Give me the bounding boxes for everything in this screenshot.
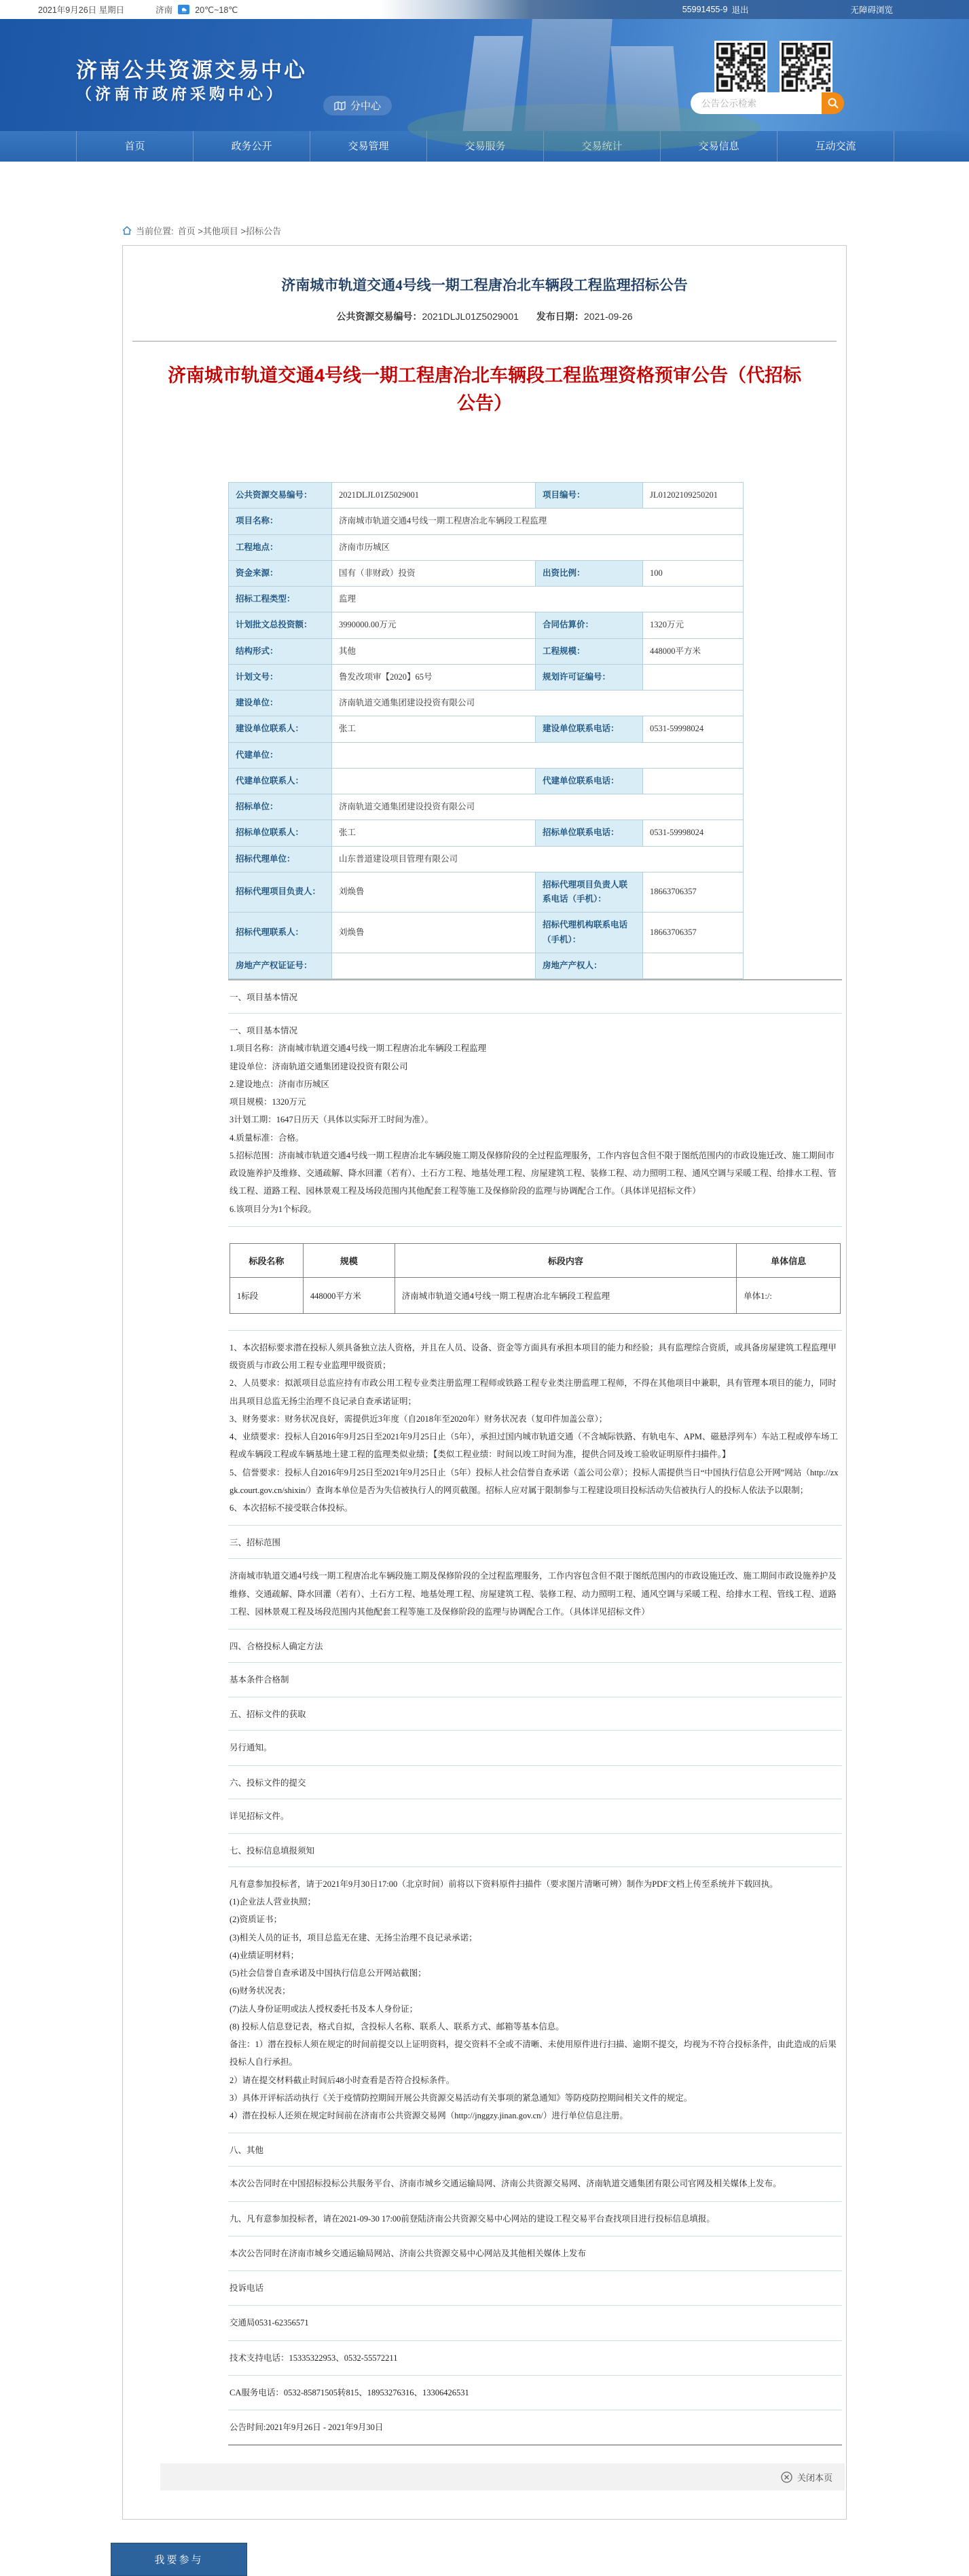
- section-body: [228, 2271, 842, 2306]
- section-line: (2)资质证书；: [230, 1915, 282, 1925]
- participate-button[interactable]: 我要参与: [111, 2543, 247, 2576]
- map-icon: [334, 101, 346, 111]
- info-table-row: [229, 768, 744, 794]
- site-title: 济南公共资源交易中心: [76, 58, 307, 82]
- nav-item[interactable]: 互动交流: [778, 131, 894, 162]
- info-value-cell: 448000平方米: [643, 638, 744, 664]
- info-label-cell: 房地产产权证证号：: [229, 953, 332, 978]
- site-subtitle: （济南市政府采购中心）: [76, 85, 285, 103]
- section-body: [228, 1331, 842, 1526]
- info-value-cell: 济南轨道交通集团建设投资有限公司: [332, 794, 744, 820]
- info-label-cell: 建设单位联系人：: [229, 716, 332, 742]
- info-table-row: [229, 820, 744, 846]
- info-table-row: [229, 691, 744, 716]
- section-body: [228, 2306, 842, 2340]
- search-bar: [691, 92, 844, 114]
- info-label-cell: 招标代理联系人：: [229, 913, 332, 953]
- search-input[interactable]: [691, 92, 822, 114]
- info-table-row: [229, 560, 744, 586]
- info-value-cell: 2021DLJL01Z5029001: [332, 483, 536, 509]
- home-icon: [122, 226, 132, 235]
- nav-item[interactable]: 交易统计: [544, 131, 661, 162]
- info-value-cell: [643, 664, 744, 690]
- section-line: 3计划工期：1647日历天（具体以实际开工时间为准）。: [230, 1115, 434, 1125]
- section-line: 详见招标文件。: [230, 1811, 289, 1821]
- section-line: 一、项目基本情况: [230, 1026, 298, 1035]
- info-table-row: [229, 913, 744, 953]
- info-value-cell: 张工: [332, 716, 536, 742]
- section-line: 5、信誉要求：投标人自2016年9月25日至2021年9月25日止（5年）投标人社会信誉自查承诺（盖公司公章）；投标人需提供当日“中国执行信息公开网”网站（http://zxgk.court.gov.cn/shixin/）查询本单位是否为失信被执行人的网页截图。招标人应对属于限制参与工程建设项目投标活动失信被执行人的投标人依法予以限制；: [230, 1467, 839, 1495]
- breadcrumb-link[interactable]: 其他项目: [202, 226, 238, 236]
- section-header: 八、其他: [228, 2133, 842, 2167]
- project-info-table: [228, 482, 744, 979]
- info-table-row: [229, 612, 744, 638]
- info-label-cell: 出资比例：: [536, 560, 643, 586]
- notice-sections: [228, 979, 842, 2446]
- section-body: [228, 1014, 842, 1227]
- info-value-cell: 鲁发改项审【2020】65号: [332, 664, 536, 690]
- section-line: 本次公告同时在中国招标投标公共服务平台、济南市城乡交通运输局网、济南公共资源交易网、济南轨道交通集团有限公司官网及相关媒体上发布。: [230, 2179, 782, 2189]
- info-label-cell: 计划批文总投资额：: [229, 612, 332, 638]
- close-page-label: 关闭本页: [797, 2472, 833, 2483]
- search-icon: [827, 97, 839, 109]
- info-value-cell: 刘焕鲁: [332, 913, 536, 953]
- nav-item[interactable]: 交易管理: [310, 131, 427, 162]
- breadcrumb-link[interactable]: 首页: [177, 226, 196, 236]
- close-icon: [781, 2471, 792, 2483]
- section-line: 2.建设地点：济南市历城区: [230, 1079, 329, 1089]
- section-body: [228, 2167, 842, 2201]
- bid-table-cell: 济南城市轨道交通4号线一期工程唐冶北车辆段工程监理: [395, 1277, 736, 1313]
- section-line: 基本条件合格制: [230, 1675, 289, 1685]
- info-value-cell: 其他: [332, 638, 536, 664]
- section-line: (3)相关人员的证书，项目总监无在建、无扬尘治理不良记录承诺；: [230, 1932, 477, 1943]
- section-header: 三、招标范围: [228, 1526, 842, 1559]
- user-id: 55991455-9: [682, 5, 728, 14]
- info-label-cell: 代建单位联系人：: [229, 768, 332, 794]
- section-line: 另行通知。: [230, 1743, 272, 1753]
- site-banner: [0, 19, 969, 131]
- info-label-cell: 资金来源：: [229, 560, 332, 586]
- section-line: 济南城市轨道交通4号线一期工程唐冶北车辆段施工期及保修阶段的全过程监理服务，工作内容包含但不限于图纸范围内的市政设施迁改、施工期间市政设施养护及维修、交通疏解、降水回灌（若有）、土石方工程、地基处理工程、房屋建筑工程、装修工程、动力照明工程、通风空调与采暖工程、给排水工程、管线工程、道路工程、园林景观工程及场段范围内其他配套工程等施工及保修阶段的监理与协调配合工作。（具体详见招标文件）: [230, 1571, 837, 1617]
- section-line: 建设单位：济南轨道交通集团建设投资有限公司: [230, 1061, 408, 1071]
- section-line: 技术支持电话：15335322953、0532-55572211: [230, 2353, 398, 2363]
- publish-date: 2021-09-26: [583, 311, 633, 322]
- section-header: 四、合格投标人确定方法: [228, 1630, 842, 1663]
- qr-code-1: [714, 41, 767, 94]
- bid-table-header: 标段内容: [395, 1243, 736, 1277]
- nav-item[interactable]: 政务公开: [194, 131, 310, 162]
- info-label-cell: 公共资源交易编号：: [229, 483, 332, 509]
- close-page-button[interactable]: [160, 2463, 845, 2490]
- info-label-cell: 项目名称：: [229, 509, 332, 534]
- info-label-cell: 建设单位：: [229, 691, 332, 716]
- info-value-cell: 1320万元: [643, 612, 744, 638]
- info-label-cell: 结构形式：: [229, 638, 332, 664]
- trade-no-label: 公共资源交易编号：: [336, 311, 422, 322]
- breadcrumb-link[interactable]: 招标公告: [246, 226, 282, 236]
- city-label: 济南: [156, 5, 173, 15]
- building-decor: [524, 19, 613, 131]
- section-line: (8) 投标人信息登记表，格式自拟，含投标人名称、联系人、联系方式、邮箱等基本信息。: [230, 2021, 564, 2031]
- breadcrumb-label: 当前位置:: [136, 226, 174, 236]
- nav-item[interactable]: 交易信息: [661, 131, 778, 162]
- info-table-row: [229, 587, 744, 612]
- section-line: CA服务电话：0532-85871505转815、18953276316、13306426531: [230, 2387, 469, 2397]
- section-line: 本次公告同时在济南市城乡交通运输局网站、济南公共资源交易中心网站及其他相关媒体上发布: [230, 2248, 587, 2258]
- info-value-cell: [643, 953, 744, 978]
- info-label-cell: 合同估算价：: [536, 612, 643, 638]
- section-body: [228, 1799, 842, 1834]
- info-label-cell: 计划文号：: [229, 664, 332, 690]
- divider: [132, 341, 837, 342]
- section-body: [228, 2341, 842, 2376]
- section-body: [228, 1663, 842, 1697]
- info-table-row: [229, 794, 744, 820]
- section-line: 1.项目名称：济南城市轨道交通4号线一期工程唐冶北车辆段工程监理: [230, 1044, 487, 1054]
- info-value-cell: 100: [643, 560, 744, 586]
- info-label-cell: 代建单位联系电话：: [536, 768, 643, 794]
- section-line: 公告时间:2021年9月26日 - 2021年9月30日: [230, 2423, 384, 2432]
- section-line: 4.质量标准：合格。: [230, 1133, 304, 1143]
- accessibility-link[interactable]: 无障碍浏览: [850, 5, 893, 15]
- branch-center-button[interactable]: [323, 96, 392, 115]
- info-value-cell: 18663706357: [643, 872, 744, 913]
- section-line: 九、凡有意参加投标者，请在2021-09-30 17:00前登陆济南公共资源交易中心网站的建设工程交易平台查找项目进行投标信息填报。: [230, 2213, 715, 2224]
- section-line: 2）请在提交材料截止时间后48小时查看是否符合投标条件。: [230, 2075, 455, 2085]
- info-table-row: [229, 483, 744, 509]
- section-line: 5.招标范围：济南城市轨道交通4号线一期工程唐冶北车辆段施工期及保修阶段的全过程监理服务，工作内容包含但不限于图纸范围内的市政设施迁改、施工期间市政设施养护及维修、交通疏解、降水回灌（若有）、土石方工程、地基处理工程、房屋建筑工程、装修工程、动力照明工程、通风空调与采暖工程、给排水工程、管线工程、道路工程、园林景观工程及场段范围内其他配套工程等施工及保修阶段的监理与协调配合工作。（具体详见招标文件）: [230, 1150, 837, 1196]
- info-label-cell: 招标单位：: [229, 794, 332, 820]
- bid-table-cell: 单体1:/:: [737, 1277, 841, 1313]
- bid-table-header: 单体信息: [737, 1243, 841, 1277]
- info-label-cell: 工程地点：: [229, 534, 332, 560]
- info-label-cell: 项目编号：: [536, 483, 643, 509]
- info-value-cell: 济南轨道交通集团建设投资有限公司: [332, 691, 744, 716]
- section-body: [228, 1559, 842, 1630]
- breadcrumb: [122, 224, 847, 237]
- search-button[interactable]: [822, 92, 844, 114]
- info-label-cell: 规划许可证编号：: [536, 664, 643, 690]
- trade-no: 2021DLJL01Z5029001: [422, 311, 519, 322]
- qr-code-2: [780, 41, 833, 94]
- current-date: 2021年9月26日 星期日: [38, 5, 125, 15]
- bid-table-header: 标段名称: [230, 1243, 304, 1277]
- section-line: 投诉电话: [230, 2283, 264, 2293]
- branch-center-label: 分中心: [350, 100, 382, 112]
- section-body: [228, 2202, 842, 2237]
- info-value-cell: 济南城市轨道交通4号线一期工程唐冶北车辆段工程监理: [332, 509, 744, 534]
- building-decor: [611, 46, 681, 131]
- info-value-cell: 国有（非财政）投资: [332, 560, 536, 586]
- info-value-cell: 山东普道建设项目管理有限公司: [332, 846, 744, 872]
- section-line: 项目规模：1320万元: [230, 1097, 306, 1107]
- bid-section-table-row: [228, 1227, 842, 1331]
- info-table-row: [229, 664, 744, 690]
- info-value-cell: 0531-59998024: [643, 716, 744, 742]
- info-value-cell: [643, 768, 744, 794]
- info-table-row: [229, 716, 744, 742]
- bid-table-cell: 1标段: [230, 1277, 304, 1313]
- section-body: [228, 1731, 842, 1765]
- info-table-row: [229, 872, 744, 913]
- info-value-cell: 济南市历城区: [332, 534, 744, 560]
- info-table-row: [229, 953, 744, 978]
- section-line: (1)企业法人营业执照；: [230, 1897, 316, 1907]
- section-line: (7)法人身份证明或法人授权委托书及本人身份证；: [230, 2004, 418, 2014]
- section-header: 七、投标信息填报须知: [228, 1834, 842, 1867]
- info-table-row: [229, 534, 744, 560]
- logout-link[interactable]: 退出: [731, 5, 749, 15]
- info-label-cell: 招标单位联系人：: [229, 820, 332, 846]
- info-value-cell: [332, 953, 536, 978]
- section-line: (5)社会信誉自查承诺及中国执行信息公开网站截图；: [230, 1968, 426, 1978]
- section-body: [228, 1867, 842, 2134]
- section-body: [228, 2376, 842, 2410]
- section-line: 2、人员要求：拟派项目总监应持有市政公用工程专业类注册监理工程师或铁路工程专业类注册监理工程师，不得在其他项目中兼职，具有管理本项目的能力，同时出具项目总监无扬尘治理不良记录自查承诺证明；: [230, 1378, 837, 1406]
- info-value-cell: 0531-59998024: [643, 820, 744, 846]
- section-body: [228, 2237, 842, 2271]
- info-label-cell: 代建单位：: [229, 742, 332, 768]
- section-line: 凡有意参加投标者，请于2021年9月30日17:00（北京时间）前将以下资料原件扫描件（要求图片清晰可辨）制作为PDF文档上传至系统并下载回执。: [230, 1879, 778, 1889]
- info-value-cell: [332, 742, 744, 768]
- nav-item[interactable]: 交易服务: [427, 131, 544, 162]
- info-value-cell: JL01202109250201: [643, 483, 744, 509]
- info-table-row: [229, 509, 744, 534]
- info-label-cell: 招标单位联系电话：: [536, 820, 643, 846]
- info-value-cell: [332, 768, 536, 794]
- topbar: [0, 0, 969, 19]
- publish-date-label: 发布日期：: [536, 311, 584, 322]
- announcement-box: [122, 245, 847, 2520]
- section-line: 3、财务要求：财务状况良好，需提供近3年度（自2018年至2020年）财务状况表（复印件加盖公章）；: [230, 1414, 608, 1424]
- info-table-row: [229, 846, 744, 872]
- bid-table-row: [230, 1277, 841, 1313]
- breadcrumb-path: 首页 >其他项目 >招标公告: [177, 226, 282, 236]
- info-label-cell: 招标代理单位：: [229, 846, 332, 872]
- main-content: [0, 224, 969, 2576]
- info-label-cell: 招标代理机构联系电话（手机）：: [536, 913, 643, 953]
- section-line: 6、本次招标不接受联合体投标。: [230, 1503, 353, 1513]
- section-header: 五、招标文件的获取: [228, 1697, 842, 1731]
- temperature: 20℃~18℃: [195, 5, 238, 15]
- info-value-cell: 刘焕鲁: [332, 872, 536, 913]
- info-value-cell: 监理: [332, 587, 744, 612]
- announcement-meta: [123, 310, 846, 323]
- section-line: 3）具体开评标活动执行《关于疫情防控期间开展公共资源交易活动有关事项的紧急通知》等防疫防控期间相关文件的规定。: [230, 2093, 693, 2103]
- bid-table-header: 规模: [303, 1243, 395, 1277]
- info-label-cell: 工程规模：: [536, 638, 643, 664]
- bid-table-cell: 448000平方米: [303, 1277, 395, 1313]
- section-header: 六、投标文件的提交: [228, 1766, 842, 1799]
- info-value-cell: 3990000.00万元: [332, 612, 536, 638]
- bid-section-table: [230, 1243, 841, 1314]
- section-line: 1、本次招标要求潜在投标人须具备独立法人资格，并且在人员、设备、资金等方面具有承担本项目的能力和经验；具有监理综合资质，或具备房屋建筑工程监理甲级资质与市政公用工程专业监理甲级资质；: [230, 1342, 837, 1370]
- info-value-cell: 张工: [332, 820, 536, 846]
- weather-icon: [178, 5, 189, 14]
- section-line: (4)业绩证明材料；: [230, 1950, 299, 1960]
- nav-item[interactable]: 首页: [76, 131, 194, 162]
- info-value-cell: 18663706357: [643, 913, 744, 953]
- section-line: 备注：1）潜在投标人须在规定的时间前提交以上证明资料，提交资料不全或不清晰、未使用原件进行扫描、逾期不提交，均视为不符合投标条件，由此造成的后果投标人自行承担。: [230, 2040, 837, 2067]
- section-body: [228, 2410, 842, 2446]
- section-line: 4、业绩要求：投标人自2016年9月25日至2021年9月25日止（5年），承担过国内城市轨道交通（不含城际铁路、有轨电车、APM、磁悬浮列车）车站工程或停车场工程或车辆段工程或车辆基地土建工程的监理类似业绩；【类似工程业绩：时间以竣工时间为准，提供合同及竣工验收证明原件扫描件。】: [230, 1432, 838, 1460]
- info-table-row: [229, 638, 744, 664]
- section-line: 交通局0531-62356571: [230, 2318, 309, 2328]
- info-label-cell: 招标工程类型：: [229, 587, 332, 612]
- info-label-cell: 招标代理项目负责人联系电话（手机）：: [536, 872, 643, 913]
- info-label-cell: 招标代理项目负责人：: [229, 872, 332, 913]
- info-table-row: [229, 742, 744, 768]
- announcement-title: 济南城市轨道交通4号线一期工程唐冶北车辆段工程监理招标公告: [281, 277, 688, 293]
- section-line: 6.该项目分为1个标段。: [230, 1204, 317, 1214]
- prequalification-title: 济南城市轨道交通4号线一期工程唐冶北车辆段工程监理资格预审公告（代招标公告）: [167, 365, 801, 413]
- section-line: 4）潜在投标人还须在规定时间前在济南市公共资源交易网（http://jnggzy.jinan.gov.cn/）进行单位信息注册。: [230, 2111, 628, 2120]
- info-label-cell: 建设单位联系电话：: [536, 716, 643, 742]
- info-label-cell: 房地产产权人：: [536, 953, 643, 978]
- section-line: (6)财务状况表；: [230, 1986, 291, 1996]
- section-header: 一、项目基本情况: [228, 980, 842, 1014]
